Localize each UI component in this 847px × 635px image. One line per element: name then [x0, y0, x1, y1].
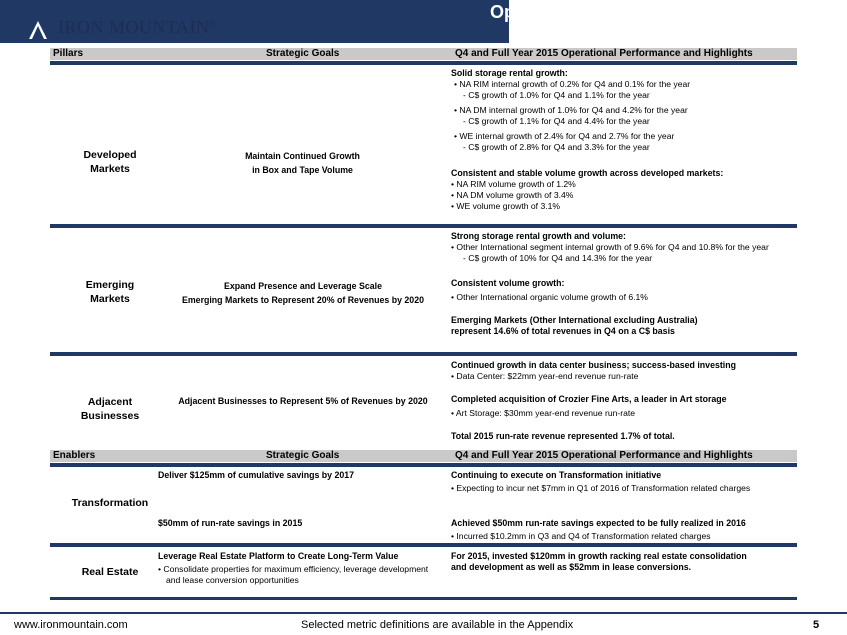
row-divider — [50, 61, 797, 65]
brand-name: IRON MOUNTAIN® — [58, 17, 217, 37]
page-number: 5 — [813, 619, 820, 631]
enabler-real-estate: Real Estate — [81, 566, 139, 578]
header-performance: Q4 and Full Year 2015 Operational Performance and Highlights — [455, 450, 753, 461]
mountain-logo-icon — [22, 12, 54, 42]
row-divider — [50, 543, 797, 547]
header-performance: Q4 and Full Year 2015 Operational Performance and Highlights — [455, 48, 753, 59]
transformation-highlights-2: Achieved $50mm run-rate savings expected to be fully realized in 2016 • Incurred $10.2mm in Q3 and Q4 of Transformation related charges — [451, 518, 746, 541]
developed-highlights: Solid storage rental growth: • NA RIM internal growth of 0.2% for Q4 and 0.1% for the year - C$ growth of 1.0% for Q4 and 1.1% for the year • NA DM internal growth of 1.0% for Q4 and 4.2% for the year - C$ growth of 1.1% for Q4 and 4.4% for the year • WE internal growth of 2.4% for Q4 and 2.7% for the year - C$ growth of 2.8% for Q4 and 3.3% for the year Consistent and stable volume growth across developed markets: • NA RIM volume growth of 1.2% • NA DM volume growth of 3.4% • WE volume growth of 3.1% — [451, 68, 724, 211]
row-divider — [50, 463, 797, 467]
goal-adjacent: Adjacent Businesses to Represent 5% of Revenues by 2020 — [178, 396, 428, 406]
row-divider — [50, 597, 797, 600]
goal-transformation-2: $50mm of run-rate savings in 2015 — [158, 518, 303, 528]
pillar-developed: Developed Markets — [83, 149, 137, 175]
goal-transformation-1: Deliver $125mm of cumulative savings by 2017 — [158, 470, 355, 480]
header-enablers: Enablers — [53, 450, 96, 461]
row-divider — [50, 224, 797, 228]
real-estate-highlights: For 2015, invested $120mm in growth racking real estate consolidation and development as well as $52mm in lease conversions. — [451, 551, 747, 572]
header-strategic-goals: Strategic Goals — [266, 450, 340, 461]
goal-real-estate: Leverage Real Estate Platform to Create Long-Term Value • Consolidate properties for maximum efficiency, leverage development and lease conversion opportunities — [158, 551, 429, 585]
pillars-header — [50, 48, 797, 60]
goal-emerging: Expand Presence and Leverage Scale Emerging Markets to Represent 20% of Revenues by 2020 — [181, 281, 424, 305]
goal-developed: Maintain Continued Growth in Box and Tape Volume — [245, 151, 360, 175]
pillar-emerging: Emerging Markets — [85, 279, 135, 305]
header-pillars: Pillars — [53, 48, 84, 59]
footer-url[interactable]: www.ironmountain.com — [14, 619, 128, 631]
page-title-line2: versus Strategic Plan — [651, 22, 835, 42]
adjacent-highlights: Continued growth in data center business; success-based investing • Data Center: $22mm year-end revenue run-rate Completed acquisition of Crozier Fine Arts, a leader in Art storage • Art Storage: $30mm year-end revenue run-rate Total 2015 run-rate revenue represented 1.7% of total. — [451, 360, 736, 441]
footer-divider — [0, 612, 847, 614]
transformation-highlights-1: Continuing to execute on Transformation initiative • Expecting to incur net $7mm in Q1 of 2016 of Transformation related charges — [451, 470, 751, 493]
pillar-adjacent: Adjacent Businesses — [80, 396, 140, 422]
footer-note: Selected metric definitions are available in the Appendix — [301, 619, 574, 631]
header-strategic-goals: Strategic Goals — [266, 48, 340, 59]
logo — [22, 12, 54, 47]
page-title-line1: Operational Highlights and Performance — [489, 2, 835, 22]
enabler-transformation: Transformation — [71, 497, 149, 509]
row-divider — [50, 352, 797, 356]
emerging-highlights: Strong storage rental growth and volume: • Other International segment internal growth of 9.6% for Q4 and 10.8% for the year - C$ growth of 10% for Q4 and 14.3% for the year Consistent volume growth: • Other International organic volume growth of 6.1% Emerging Markets (Other International excluding Australia) represent 14.6% of total revenues in Q4 on a C$ basis — [451, 231, 769, 336]
enablers-header — [50, 450, 797, 462]
